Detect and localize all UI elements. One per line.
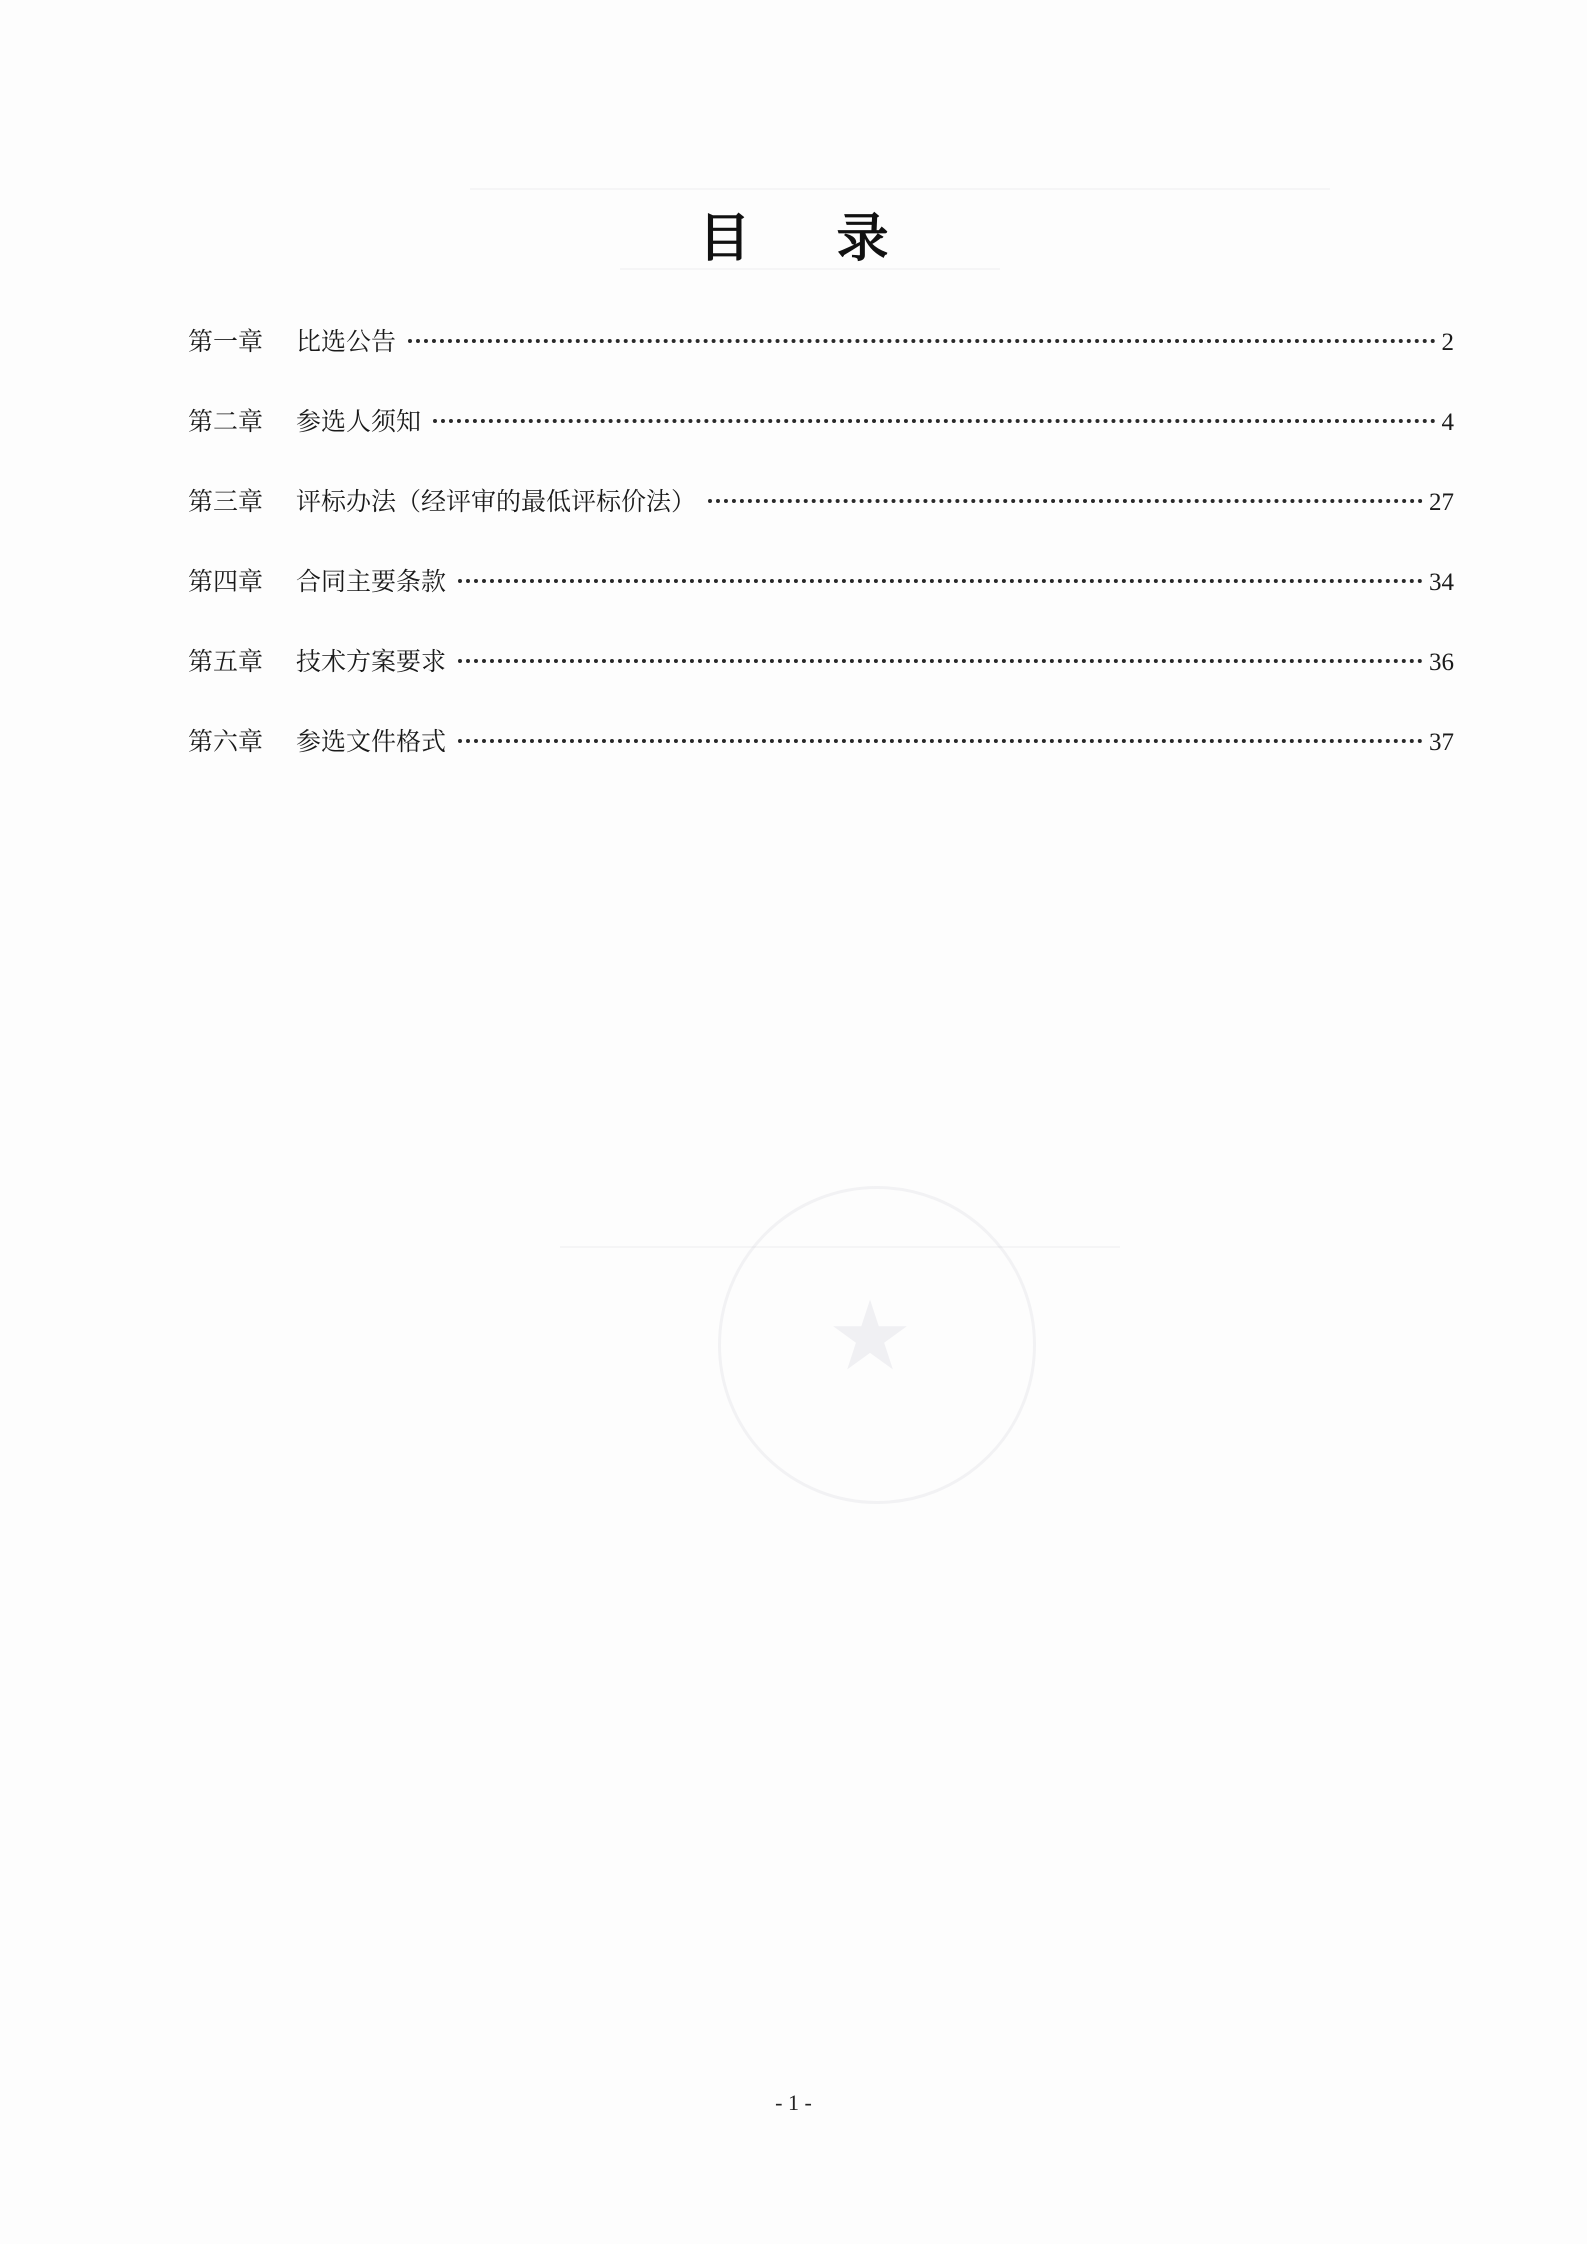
toc-page-number: 36 <box>1429 649 1454 676</box>
toc-entry[interactable] <box>188 322 1454 402</box>
toc-dot-leader <box>708 499 1423 503</box>
page-title: 目 录 <box>698 209 923 269</box>
toc-dot-leader <box>458 739 1423 743</box>
page-number-footer: - 1 - <box>775 2090 812 2115</box>
toc-chapter-label: 第一章 <box>188 327 264 356</box>
toc-chapter-title: 合同主要条款 <box>296 567 447 596</box>
toc-chapter-title: 技术方案要求 <box>296 647 447 676</box>
bleed-through-star-icon: ★ <box>826 1280 914 1392</box>
toc-chapter-label: 第三章 <box>188 487 264 516</box>
toc-entry[interactable] <box>188 482 1454 562</box>
toc-chapter-title: 比选公告 <box>296 327 397 356</box>
toc-dot-leader <box>458 579 1423 583</box>
toc-chapter-label: 第二章 <box>188 407 264 436</box>
toc-page-number: 37 <box>1429 729 1454 756</box>
table-of-contents <box>188 322 1454 802</box>
toc-entry[interactable] <box>188 642 1454 722</box>
toc-page-number: 27 <box>1429 489 1454 516</box>
toc-chapter-title: 评标办法（经评审的最低评标价法） <box>296 487 697 516</box>
toc-chapter-label: 第六章 <box>188 727 264 756</box>
toc-dot-leader <box>458 659 1423 663</box>
toc-page-number: 4 <box>1441 409 1454 436</box>
toc-dot-leader <box>433 419 1435 423</box>
toc-entry[interactable] <box>188 722 1454 802</box>
toc-page-number: 34 <box>1429 569 1454 596</box>
toc-entry[interactable] <box>188 402 1454 482</box>
toc-entry[interactable] <box>188 562 1454 642</box>
bleed-through-line <box>470 188 1330 190</box>
toc-chapter-title: 参选人须知 <box>296 407 422 436</box>
toc-page-number: 2 <box>1441 329 1454 356</box>
toc-chapter-label: 第四章 <box>188 567 264 596</box>
toc-dot-leader <box>408 339 1435 343</box>
toc-chapter-label: 第五章 <box>188 647 264 676</box>
toc-chapter-title: 参选文件格式 <box>296 727 447 756</box>
